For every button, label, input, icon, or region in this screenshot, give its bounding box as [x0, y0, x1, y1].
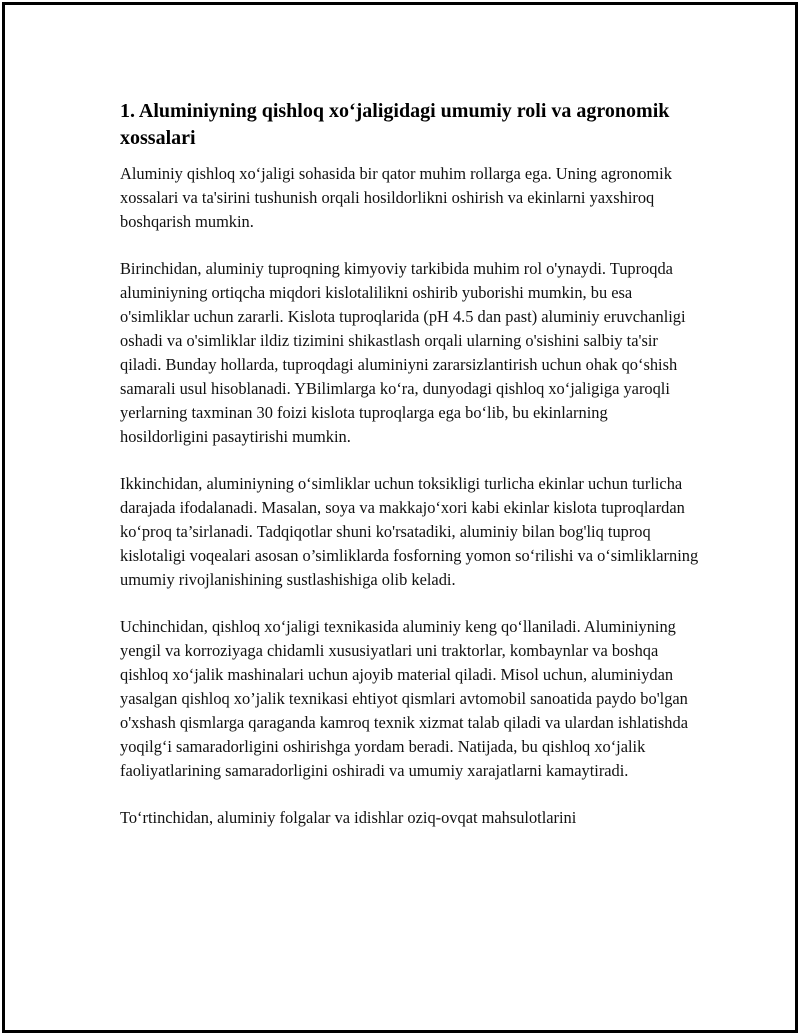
- paragraph-intro: Aluminiy qishloq xo‘jaligi sohasida bir qator muhim rollarga ega. Uning agronomik xossalari va ta'sirini tushunish orqali hosildorlikni oshirish va ekinlarni yaxshiroq boshqarish mumkin.: [120, 164, 672, 231]
- paragraph-first: Birinchidan, aluminiy tuproqning kimyoviy tarkibida muhim rol o'ynaydi. Tuproqda aluminiyning ortiqcha miqdori kislotalilikni oshirib yuborishi mumkin, bu esa o'simliklar uchun zararli. Kislota tuproqlarida (pH 4.5 dan past) aluminiy eruvchanligi oshadi va o'simliklar ildiz tizimini shikastlash orqali ularning o'sishini salbiy ta'sir qiladi. Bunday hollarda, tuproqdagi aluminiyni zararsizlantirish uchun ohak qo‘shish samarali usul hisoblanadi. YBilimlarga ko‘ra, dunyodagi qishloq xo‘jaligiga yaroqli yerlarning taxminan 30 foizi kislota tuproqlarga ega bo‘lib, bu ekinlarning hosildorligini pasaytirishi mumkin.: [120, 259, 686, 446]
- paragraph-second: Ikkinchidan, aluminiyning o‘simliklar uchun toksikligi turlicha ekinlar uchun turlicha darajada ifodalanadi. Masalan, soya va makkajo‘xori kabi ekinlar kislota tuproqlardan ko‘proq ta’sirlanadi. Tadqiqotlar shuni ko'rsatadiki, aluminiy bilan bog'liq tuproq kislotaligi voqealari asosan o’simliklarda fosforning yomon so‘rilishi va o‘simliklarning umumiy rivojlanishining sustlashishiga olib keladi.: [120, 474, 699, 589]
- section-heading: 1. Aluminiyning qishloq xo‘jaligidagi umumiy roli va agronomik xossalari: [120, 100, 670, 149]
- paragraph-third: Uchinchidan, qishloq xo‘jaligi texnikasida aluminiy keng qo‘llaniladi. Aluminiyning yengil va korroziyaga chidamli xususiyatlari uni traktorlar, kombaynlar va boshqa qishloq xo‘jalik mashinalari uchun ajoyib material qiladi. Misol uchun, aluminiydan yasalgan qishloq xo’jalik texnikasi ehtiyot qismlari avtomobil sanoatida paydo bo'lgan o'xshash qismlarga qaraganda kamroq texnik xizmat talab qiladi va ulardan ishlatishda yoqilg‘i samaradorligini oshirishga yordam beradi. Natijada, bu qishloq xo‘jalik faoliyatlarining samaradorligini oshiradi va umumiy xarajatlarni kamaytiradi.: [120, 617, 688, 780]
- page-frame: [2, 2, 798, 1033]
- paragraph-fourth: To‘rtinchidan, aluminiy folgalar va idishlar oziq-ovqat mahsulotlarini: [120, 808, 577, 827]
- document-body: [120, 98, 700, 853]
